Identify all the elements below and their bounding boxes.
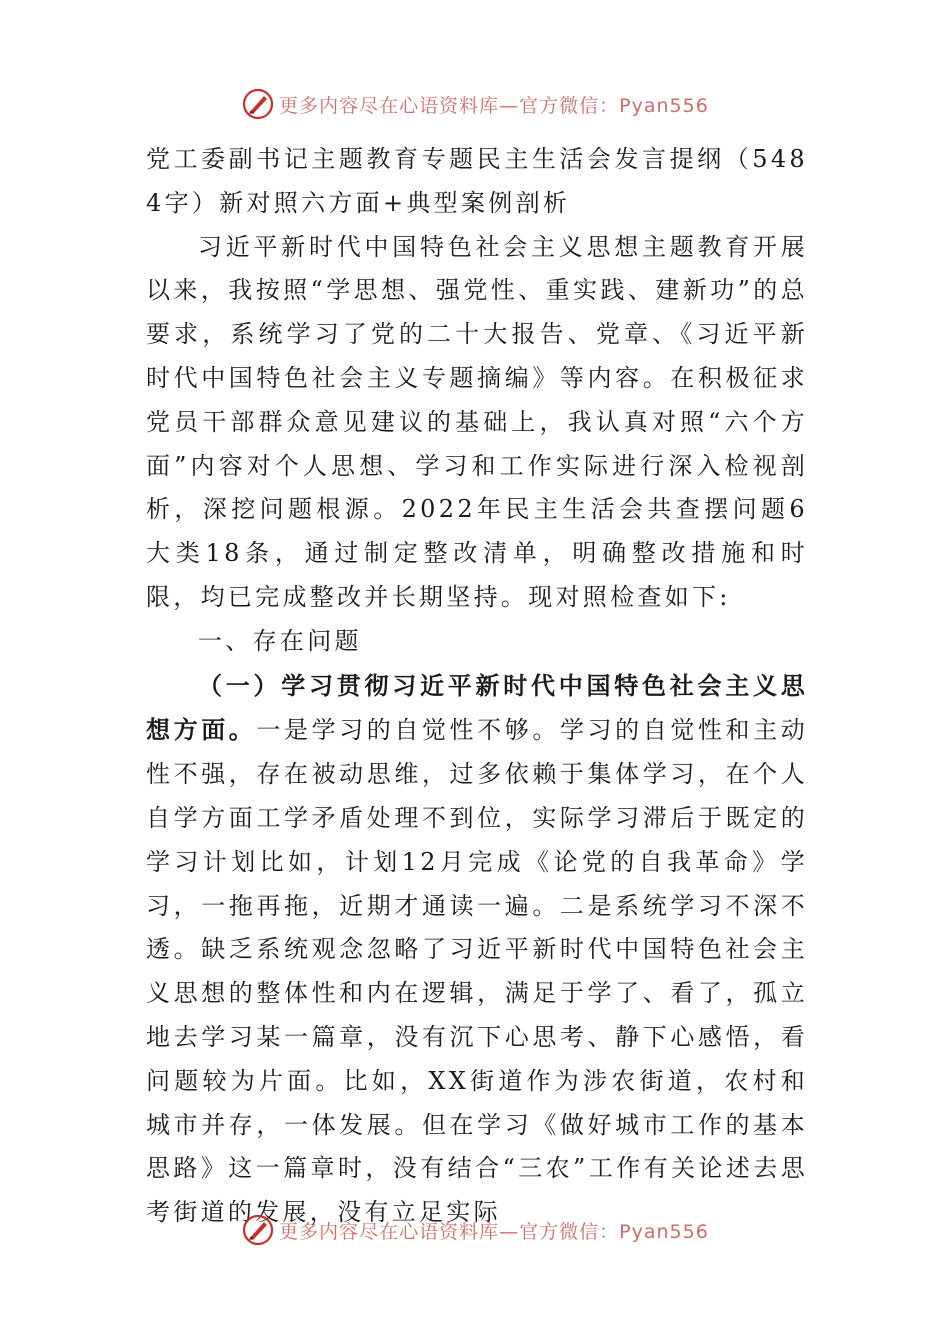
document-title: 党工委副书记主题教育专题民主生活会发言提纲（5484字）新对照六方面+典型案例剖析 <box>146 145 808 217</box>
subsection-body: 一是学习的自觉性不够。学习的自觉性和主动性不强，存在被动思维，过多依赖于集体学习，在个人自学方面工学矛盾处理不到位，实际学习滞后于既定的学习计划比如，计划12月完成《论党的自我革命》学习，一拖再拖，近期才通读一遍。二是系统学习不深不透。缺乏系统观念忽略了习近平新时代中国特色社会主义思想的整体性和内在逻辑，满足于学了、看了，孤立地去学习某一篇章，没有沉下心思考、静下心感悟，看问题较为片面。比如，XX街道作为涉农街道，农村和城市并存，一体发展。但在学习《做好城市工作的基本思路》这一篇章时，没有结合“三农”工作有关论述去思考街道的发展，没有立足实际 <box>146 716 809 1227</box>
watermark-text: 更多内容尽在心语资料库—官方微信：Pyan556 <box>279 1220 709 1243</box>
subsection-lead: （一）学习贯彻习近平新时代中国特色社会主义思想方面。 <box>146 670 808 745</box>
watermark-text: 更多内容尽在心语资料库—官方微信：Pyan556 <box>279 94 709 117</box>
subsection-paragraph <box>146 664 808 1235</box>
document-page <box>146 138 808 1235</box>
watermark-footer <box>0 1210 950 1250</box>
pen-circle-logo-icon <box>241 1213 275 1247</box>
section-heading: 一、存在问题 <box>198 626 362 655</box>
intro-paragraph: 习近平新时代中国特色社会主义思想主题教育开展以来，我按照“学思想、强党性、重实践、建新功”的总要求，系统学习了党的二十大报告、党章、《习近平新时代中国特色社会主义专题摘编》等内容。在积极征求党员干部群众意见建议的基础上，我认真对照“六个方面”内容对个人思想、学习和工作实际进行深入检视剖析，深挖问题根源。2022年民主生活会共查摆问题6大类18条，通过制定整改清单，明确整改措施和时限，均已完成整改并长期坚持。现对照检查如下: <box>146 232 808 611</box>
watermark-header <box>0 84 950 124</box>
pen-circle-logo-icon <box>241 87 275 121</box>
